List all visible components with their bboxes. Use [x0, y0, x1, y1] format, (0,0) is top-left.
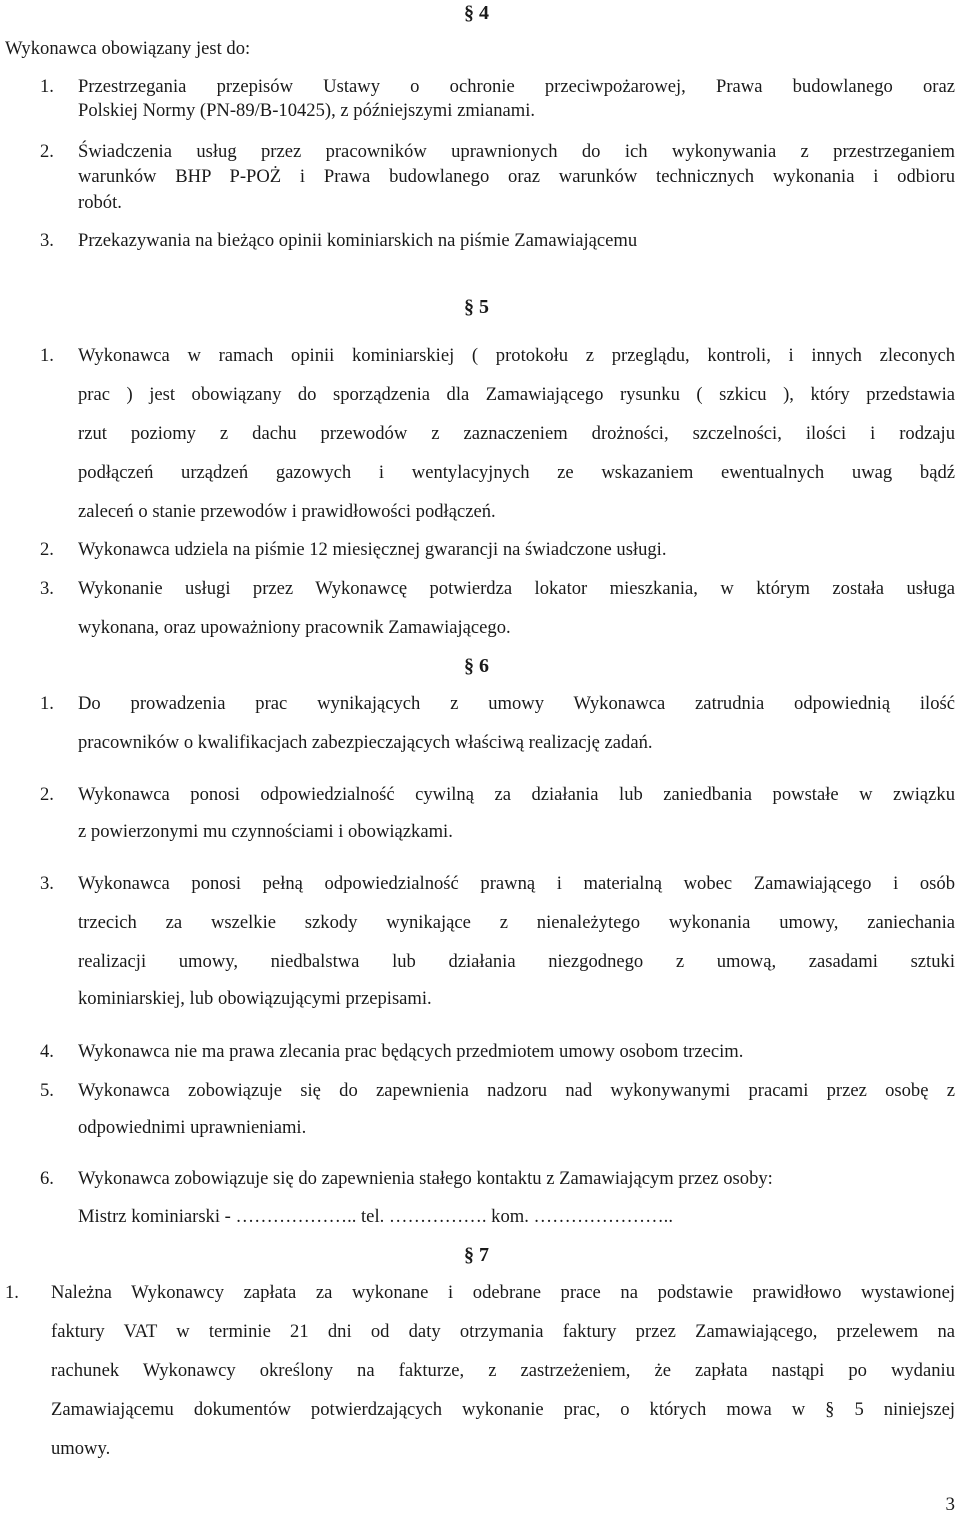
- section-4-title: § 4: [464, 2, 489, 24]
- s4-item-1-line-2: Polskiej Normy (PN-89/B-10425), z późniejszymi zmianami.: [78, 100, 536, 121]
- s6-item-3-line-2: trzecich za wszelkie szkody wynikające z nienależytego wykonania umowy, zaniechania: [78, 912, 955, 933]
- s5-item-2-line-1: Wykonawca udziela na piśmie 12 miesięcznej gwarancji na świadczone usługi.: [78, 539, 667, 560]
- s6-item-1-line-1: Do prowadzenia prac wynikających z umowy Wykonawca zatrudnia odpowiednią ilość: [78, 693, 955, 714]
- s6-item-6-line-2: Mistrz kominiarski - ……………….. tel. ……………. kom. …………………..: [78, 1206, 673, 1227]
- s6-item-5-line-1: Wykonawca zobowiązuje się do zapewnienia nadzoru nad wykonywanymi pracami przez osobę z: [78, 1080, 955, 1101]
- s6-item-4-line-1: Wykonawca nie ma prawa zlecania prac będących przedmiotem umowy osobom trzecim.: [78, 1041, 744, 1062]
- s5-item-1-line-5: zaleceń o stanie przewodów i prawidłowości podłączeń.: [78, 501, 496, 522]
- s7-item-1-line-3: rachunek Wykonawcy określony na fakturze, z zastrzeżeniem, że zapłata nastąpi po wydaniu: [51, 1360, 955, 1381]
- s6-item-1-line-2: pracowników o kwalifikacjach zabezpieczających właściwą realizację zadań.: [78, 732, 653, 753]
- section-6-title: § 6: [464, 655, 489, 677]
- s7-item-1-line-1: Należna Wykonawcy zapłata za wykonane i odebrane prace na podstawie prawidłowo wystawionej: [51, 1282, 955, 1303]
- s6-item-2-line-2: z powierzonymi mu czynnościami i obowiązkami.: [78, 821, 453, 842]
- section-4-intro: Wykonawca obowiązany jest do:: [5, 38, 251, 59]
- s6-item-2-num: 2.: [40, 784, 54, 805]
- s6-item-5-line-2: odpowiednimi uprawnieniami.: [78, 1117, 307, 1138]
- s7-item-1-line-5: umowy.: [51, 1438, 111, 1459]
- s6-item-6-num: 6.: [40, 1168, 54, 1189]
- s5-item-2-num: 2.: [40, 539, 54, 560]
- s5-item-1-line-3: rzut poziomy z dachu przewodów z zaznaczeniem drożności, szczelności, ilości i rodzaju: [78, 423, 955, 444]
- s5-item-3-line-2: wykonana, oraz upoważniony pracownik Zamawiającego.: [78, 617, 511, 638]
- s7-item-1-line-4: Zamawiającemu dokumentów potwierdzających wykonanie prac, o których mowa w § 5 niniejszej: [51, 1399, 955, 1420]
- section-5-title: § 5: [464, 296, 489, 318]
- s6-item-3-num: 3.: [40, 873, 54, 894]
- s4-item-3-num: 3.: [40, 230, 54, 251]
- s6-item-1-num: 1.: [40, 693, 54, 714]
- s6-item-3-line-3: realizacji umowy, niedbalstwa lub działania niezgodnego z umową, zasadami sztuki: [78, 951, 955, 972]
- s4-item-2-num: 2.: [40, 141, 54, 162]
- s5-item-3-line-1: Wykonanie usługi przez Wykonawcę potwierdza lokator mieszkania, w którym została usługa: [78, 578, 955, 599]
- s6-item-3-line-1: Wykonawca ponosi pełną odpowiedzialność prawną i materialną wobec Zamawiającego i osób: [78, 873, 955, 894]
- s5-item-1-line-1: Wykonawca w ramach opinii kominiarskiej ( protokołu z przeglądu, kontroli, i innych zleconych: [78, 345, 955, 366]
- s6-item-5-num: 5.: [40, 1080, 54, 1101]
- s4-item-2-line-2: warunków BHP P-POŻ i Prawa budowlanego oraz warunków technicznych wykonania i odbioru: [78, 166, 955, 187]
- s5-item-1-num: 1.: [40, 345, 54, 366]
- s5-item-1-line-2: prac ) jest obowiązany do sporządzenia dla Zamawiającego rysunku ( szkicu ), który przedstawia: [78, 384, 955, 405]
- page-number: 3: [945, 1494, 955, 1515]
- s5-item-1-line-4: podłączeń urządzeń gazowych i wentylacyjnych ze wskazaniem ewentualnych uwag bądź: [78, 462, 955, 483]
- s5-item-3-num: 3.: [40, 578, 54, 599]
- section-7-title: § 7: [464, 1244, 489, 1266]
- s6-item-4-num: 4.: [40, 1041, 54, 1062]
- s7-item-1-line-2: faktury VAT w terminie 21 dni od daty otrzymania faktury przez Zamawiającego, przelewem na: [51, 1321, 955, 1342]
- s4-item-3-line-1: Przekazywania na bieżąco opinii kominiarskich na piśmie Zamawiającemu: [78, 230, 638, 251]
- s7-item-1-num: 1.: [5, 1282, 19, 1303]
- s4-item-2-line-1: Świadczenia usług przez pracowników uprawnionych do ich wykonywania z przestrzeganiem: [78, 141, 955, 162]
- s6-item-6-line-1: Wykonawca zobowiązuje się do zapewnienia stałego kontaktu z Zamawiającym przez osoby:: [78, 1168, 773, 1189]
- s6-item-2-line-1: Wykonawca ponosi odpowiedzialność cywilną za działania lub zaniedbania powstałe w związku: [78, 784, 955, 805]
- s6-item-3-line-4: kominiarskiej, lub obowiązującymi przepisami.: [78, 988, 432, 1009]
- s4-item-1-line-1: Przestrzegania przepisów Ustawy o ochronie przeciwpożarowej, Prawa budowlanego oraz: [78, 76, 955, 97]
- s4-item-1-num: 1.: [40, 76, 54, 97]
- s4-item-2-line-3: robót.: [78, 192, 122, 213]
